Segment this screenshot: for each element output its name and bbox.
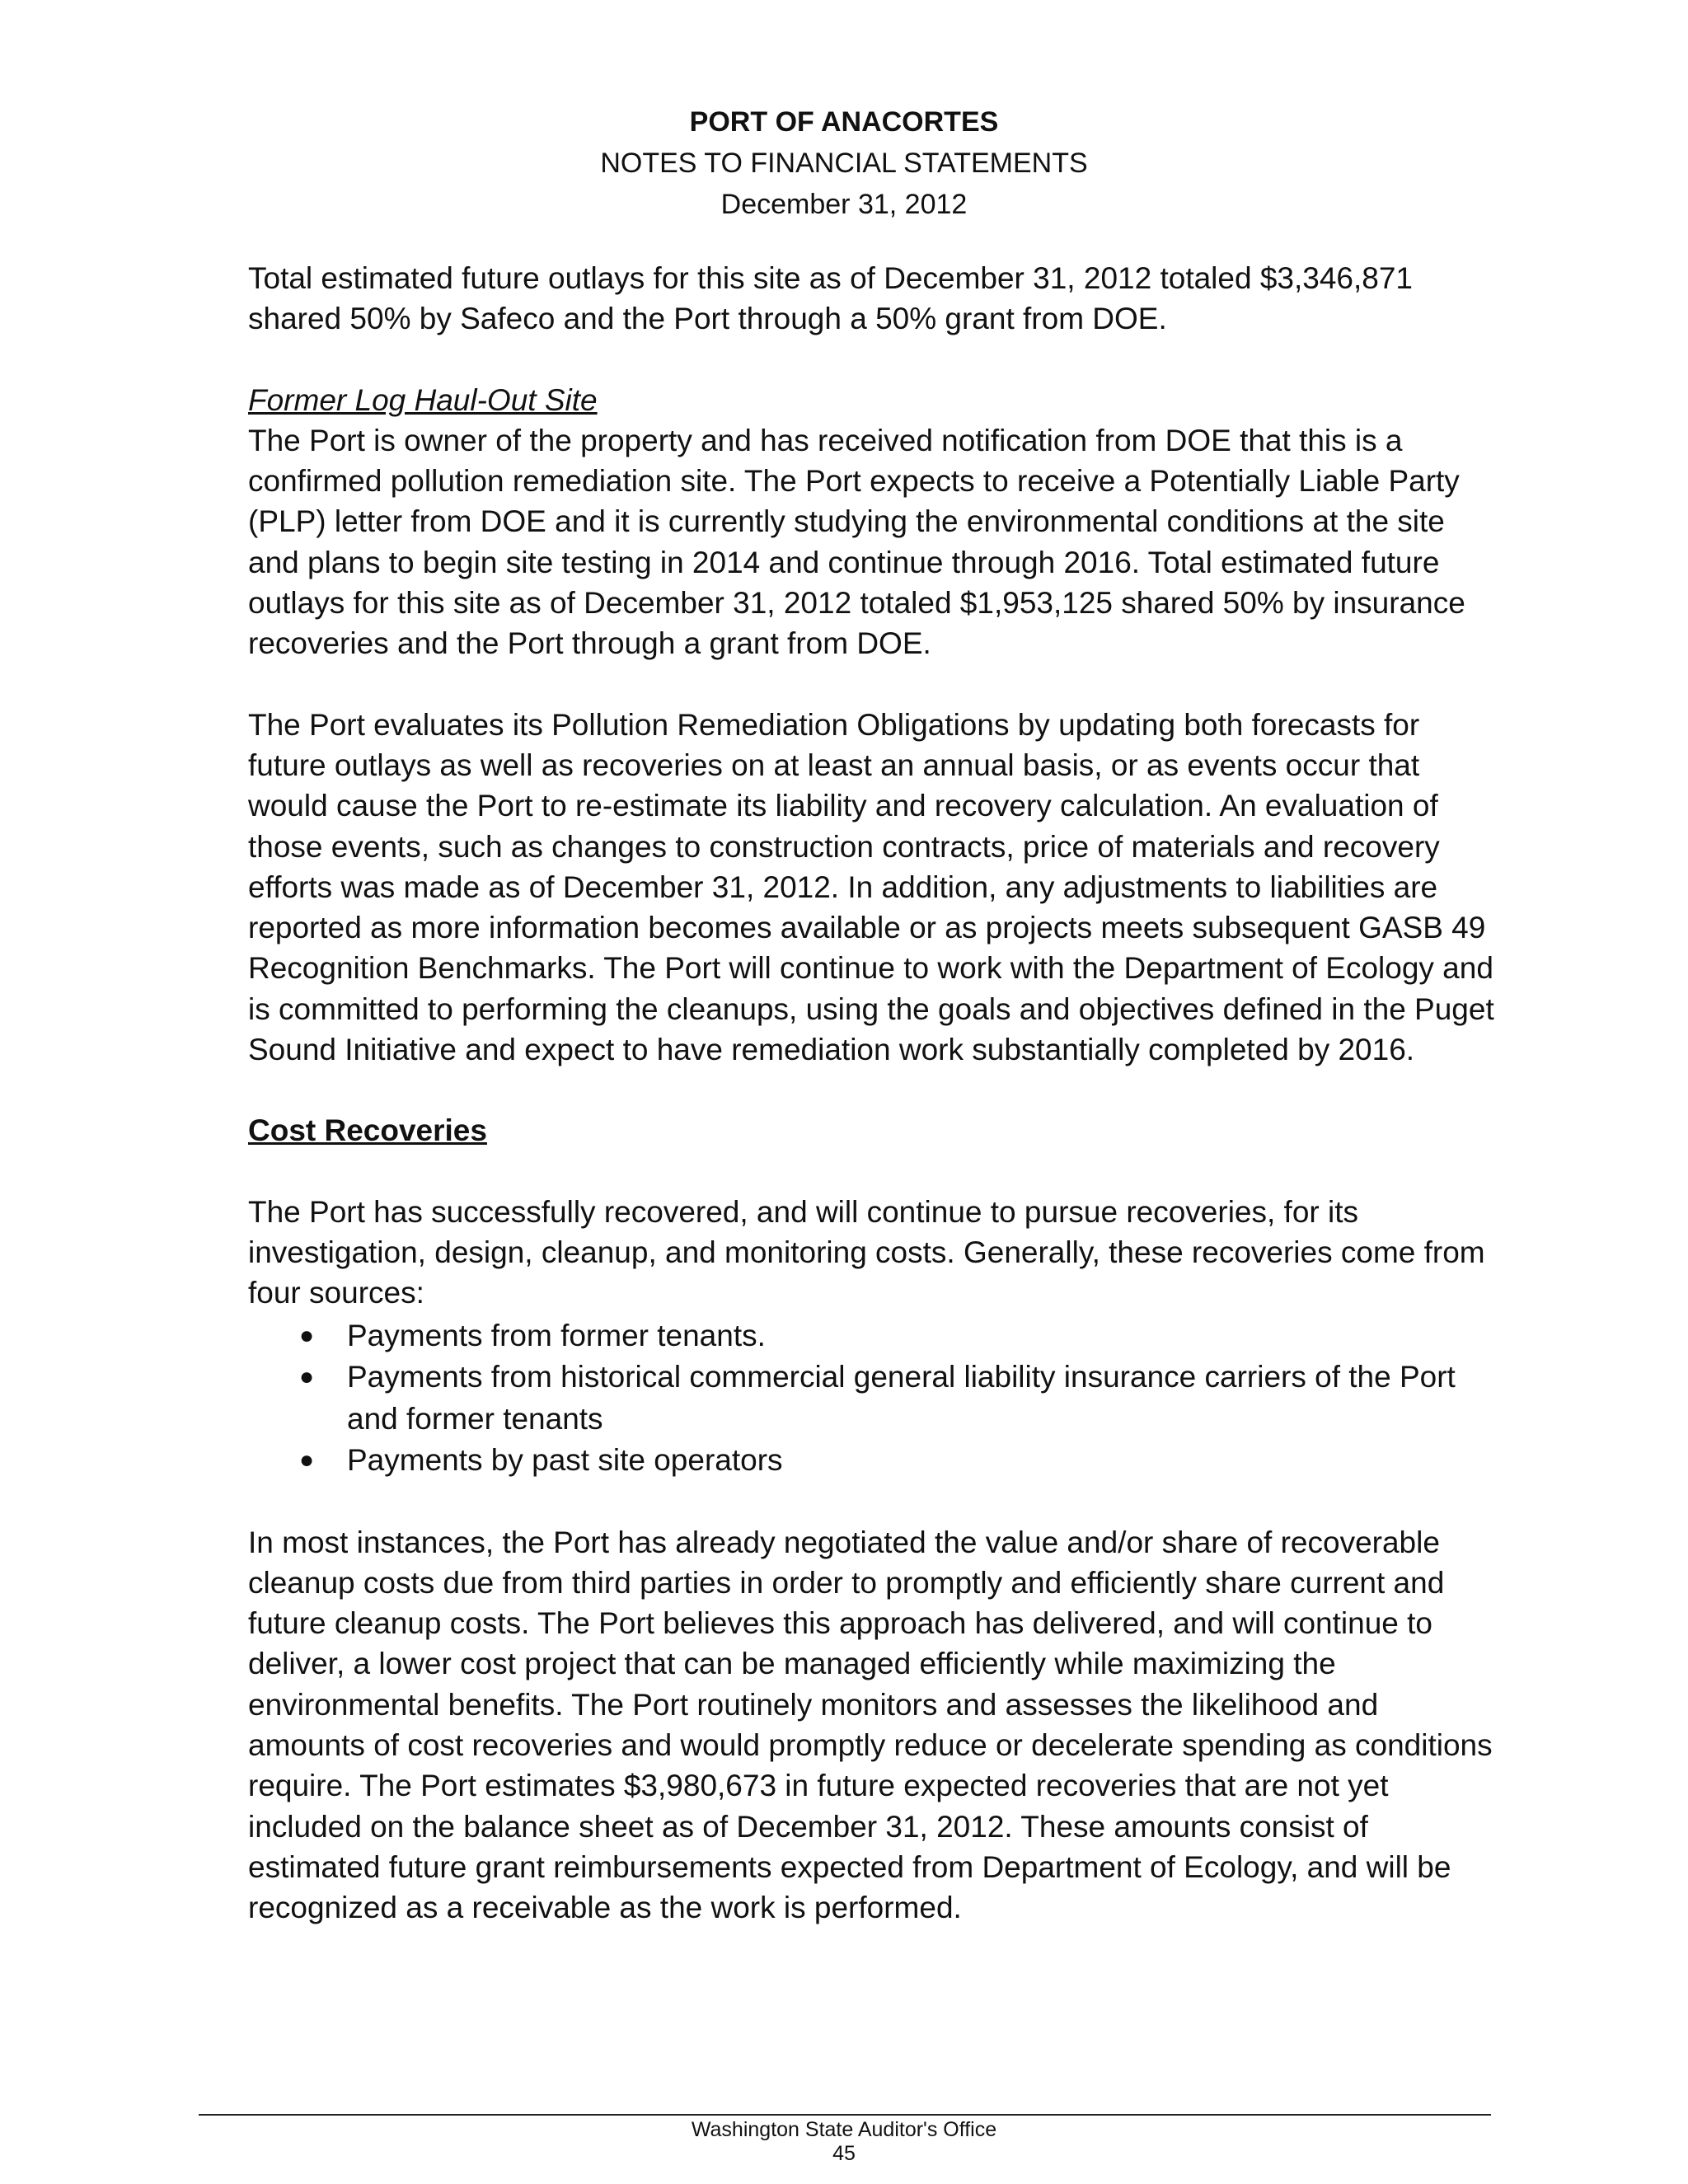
spacer: [248, 1070, 1501, 1110]
bullet-icon: ●: [299, 1321, 315, 1349]
list-item-text: Payments by past site operators: [347, 1443, 783, 1478]
intro-paragraph: Total estimated future outlays for this site as of December 31, 2012 totaled $3,346,871 shared 50% by Safeco and the Port through a 50% grant from DOE.: [248, 261, 1414, 336]
page-header: [0, 101, 1688, 225]
list-item-text: Payments from former tenants.: [347, 1318, 766, 1352]
list-item-text: Payments from historical commercial general liability insurance carriers of the Port and former tenants: [347, 1360, 1456, 1436]
page-number: 45: [832, 2142, 856, 2165]
spacer: [248, 1151, 1501, 1192]
document-title: NOTES TO FINANCIAL STATEMENTS: [600, 148, 1088, 179]
document-body: [248, 258, 1501, 1929]
spacer: [248, 1482, 1501, 1522]
cost-recoveries-heading: Cost Recoveries: [248, 1113, 487, 1148]
cost-recoveries-intro: The Port has successfully recovered, and will continue to pursue recoveries, for its investigation, design, cleanup, and monitoring costs. Generally, these recoveries come from four sources:: [248, 1194, 1485, 1310]
page-footer: [0, 2118, 1688, 2166]
footer-office: Washington State Auditor's Office: [691, 2118, 997, 2141]
bullet-icon: ●: [299, 1446, 315, 1474]
recovery-sources-list: [248, 1315, 1501, 1482]
log-haul-out-heading: Former Log Haul-Out Site: [248, 382, 598, 417]
list-item: [248, 1357, 1501, 1440]
spacer: [248, 664, 1501, 705]
cost-recoveries-closing: In most instances, the Port has already negotiated the value and/or share of recoverable cleanup costs due from third parties in order to promptly and efficiently share current and future cleanup costs. The Port believes this approach has delivered, and will continue to deliver, a lower cost project that can be managed efficiently while maximizing the environmental benefits. The Port routinely monitors and assesses the likelihood and amounts of cost recoveries and would promptly reduce or decelerate spending as conditions require. The Port estimates $3,980,673 in future expected recoveries that are not yet included on the balance sheet as of December 31, 2012. These amounts consist of estimated future grant reimbursements expected from Department of Ecology, and will be recognized as a receivable as the work is performed.: [248, 1525, 1493, 1925]
spacer: [248, 340, 1501, 380]
footer-divider: [199, 2114, 1491, 2116]
bullet-icon: ●: [299, 1363, 315, 1391]
list-item: [248, 1315, 1501, 1357]
log-haul-out-paragraph: The Port is owner of the property and has received notification from DOE that this is a confirmed pollution remediation site. The Port expects to receive a Potentially Liable Party (PLP) letter from DOE and it is currently studying the environmental conditions at the site and plans to begin site testing in 2014 and continue through 2016. Total estimated future outlays for this site as of December 31, 2012 totaled $1,953,125 shared 50% by insurance recoveries and the Port through a grant from DOE.: [248, 423, 1465, 661]
organization-name: PORT OF ANACORTES: [689, 106, 999, 138]
document-date: December 31, 2012: [720, 189, 968, 220]
evaluation-paragraph: The Port evaluates its Pollution Remediation Obligations by updating both forecasts for future outlays as well as recoveries on at least an annual basis, or as events occur that would cause the Port to re-estimate its liability and recovery calculation. An evaluation of those events, such as changes to construction contracts, price of materials and recovery efforts was made as of December 31, 2012. In addition, any adjustments to liabilities are reported as more information becomes available or as projects meets subsequent GASB 49 Recognition Benchmarks. The Port will continue to work with the Department of Ecology and is committed to performing the cleanups, using the goals and objectives defined in the Puget Sound Initiative and expect to have remediation work substantially completed by 2016.: [248, 707, 1494, 1067]
list-item: [248, 1440, 1501, 1482]
